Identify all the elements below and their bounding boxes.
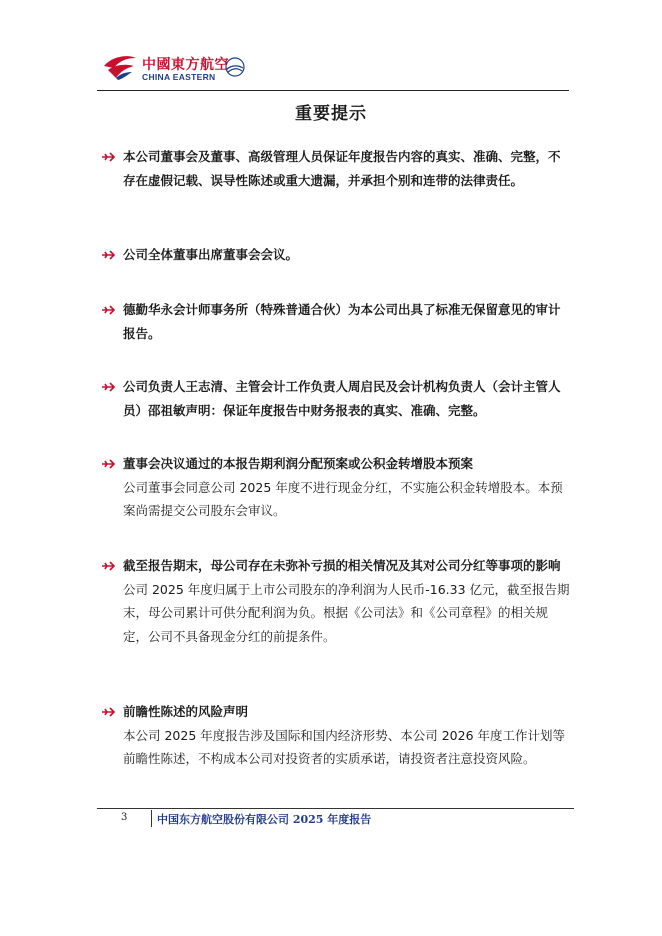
china-eastern-logo [102,52,262,86]
page-number: 3 [121,812,128,823]
notice-item-title: 德勤华永会计师事务所（特殊普通合伙）为本公司出具了标准无保留意见的审计报告。 [123,302,561,341]
footer-separator [151,810,152,827]
airplane-bullet-icon [101,559,115,573]
footer-report-title: 中国东方航空股份有限公司 2025 年度报告 [157,813,372,826]
footer-divider [97,808,574,809]
airplane-bullet-icon [101,457,115,471]
notice-item-body: 本公司 2025 年度报告涉及国际和国内经济形势、本公司 2026 年度工作计划等前瞻性陈述，不构成本公司对投资者的实质承诺，请投资者注意投资风险。 [123,727,566,766]
notice-item-title: 公司全体董事出席董事会会议。 [123,247,299,262]
notice-item [101,243,571,267]
notice-item [101,554,571,648]
notice-item [101,145,571,192]
notice-item [101,452,571,523]
notice-item-title: 董事会决议通过的本报告期利润分配预案或公积金转增股本预案 [123,456,474,471]
logo-english-text: CHINA EASTERN [142,72,216,82]
notice-item [101,375,571,422]
document-header [102,50,572,90]
airplane-bullet-icon [101,705,115,719]
notice-item-title: 本公司董事会及董事、高级管理人员保证年度报告内容的真实、准确、完整，不存在虚假记载、误导性陈述或重大遗漏，并承担个别和连带的法律责任。 [123,149,561,188]
notice-item-title: 截至报告期末，母公司存在未弥补亏损的相关情况及其对公司分红等事项的影响 [123,558,561,573]
skyteam-emblem-icon [224,56,246,78]
airplane-bullet-icon [101,303,115,317]
notice-item [101,700,571,771]
swallow-emblem-icon [102,52,138,82]
logo-chinese-text: 中國東方航空 [142,57,229,73]
notice-item-body: 公司 2025 年度归属于上市公司股东的净利润为人民币-16.33 亿元，截至报告期末，母公司累计可供分配利润为负。根据《公司法》和《公司章程》的相关规定，公司不具备现金分红的前提条件。 [123,581,570,644]
header-divider [97,90,569,91]
airplane-bullet-icon [101,380,115,394]
notice-item-title: 前瞻性陈述的风险声明 [123,704,249,719]
notice-item [101,298,571,345]
airplane-bullet-icon [101,150,115,164]
airplane-bullet-icon [101,248,115,262]
notice-item-title: 公司负责人王志清、主管会计工作负责人周启民及会计机构负责人（会计主管人员）邵祖敏声明：保证年度报告中财务报表的真实、准确、完整。 [123,379,561,418]
notice-item-body: 公司董事会同意公司 2025 年度不进行现金分红，不实施公积金转增股本。本预案尚需提交公司股东会审议。 [123,479,563,518]
page-title: 重要提示 [295,104,367,124]
